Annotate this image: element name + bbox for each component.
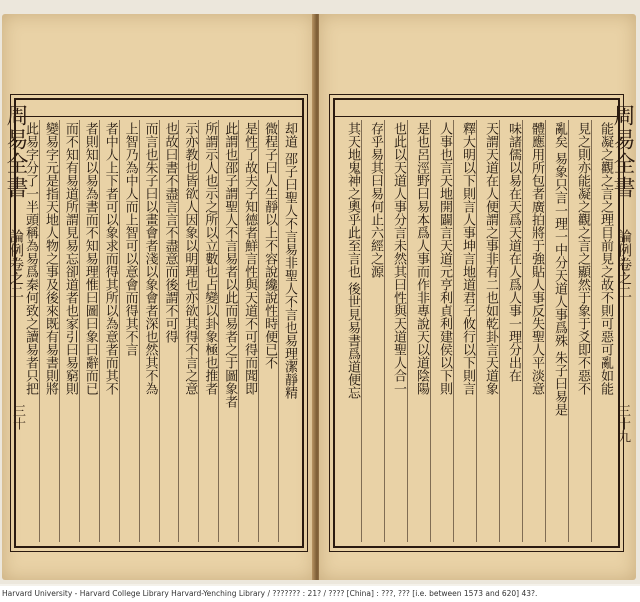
text-column: 是性了故夫子知德者鮮言性與天道不可得而聞即 [238, 120, 258, 542]
left-margin-subtitle: 論例卷之二 [8, 229, 24, 299]
text-column: 微程子曰人生靜以上不容說纔說性時便已不 [258, 120, 278, 542]
text-column: 却道 邵子曰聖人不言易非聖人不言也易理潔靜精 [278, 120, 298, 542]
text-column: 人事也言天地開闢言天道元亨利貞利建侯以下則 [430, 120, 453, 542]
text-column: 上智乃為中人而上智可以意會而得其不言 [119, 120, 139, 542]
right-folio-number: 三十九 [615, 404, 630, 443]
text-column: 味諸儒以易在天爲天道在人爲人事一理分出在 [499, 120, 522, 542]
text-column: 釋大明以下則言人事坤言地道君子攸行以下則言 [453, 120, 476, 542]
right-margin-title: 周易全書 [610, 104, 635, 200]
text-column: 存乎易其曰易何止六經之源 [361, 120, 384, 542]
right-header-band [335, 100, 618, 117]
text-column: 而不知有易道所謂見易忘卻道者也家引曰易窮則 [59, 120, 79, 542]
text-column: 者則知以易為書而不知易理惟曰圖曰象曰辭而已 [79, 120, 99, 542]
left-page [2, 14, 315, 580]
text-column: 是也呂涇野曰易本爲人事而作非專說天以道陰陽 [407, 120, 430, 542]
left-text-columns [20, 120, 298, 542]
text-column: 也此以天道人事分言未然其曰性與天道聖人合一 [384, 120, 407, 542]
left-folio-number: 三十 [10, 404, 25, 430]
text-column: 天謂天道在人便謂之事非有二也如乾卦言天道象 [476, 120, 499, 542]
text-column: 能凝之觀之言之理目前見之故不則可惡可亂如能 [591, 120, 614, 542]
text-column: 此易字分了一半頭稱為易爲秦何致之讀易者只把 [23, 122, 39, 395]
left-text-frame [14, 98, 304, 548]
text-column: 亂矣 易象只言一理一中分天道人事爲殊 朱子曰易是 [545, 120, 568, 542]
text-column: 體應用所包者廣拍將于強貼人事反失聖人平淡意 [522, 120, 545, 542]
left-margin-title: 周易全書 [3, 104, 28, 200]
text-column: 其天地鬼神之奧乎此至言也 後世見易書爲道便忘 [345, 122, 360, 400]
right-margin-subtitle: 論例卷之二 [616, 229, 632, 299]
text-column: 此謂也邵子謂聖人不言易者以此而易者之于圖象者 [218, 120, 238, 542]
text-column: 而言也朱子曰以畫會者淺以象會者深也然其不為 [139, 120, 159, 542]
right-text-frame [333, 98, 620, 548]
text-column: 變易字元是指天地人物之事及後來既有易書則將 [39, 120, 59, 542]
right-page [319, 14, 636, 580]
citation-footer: Harvard University - Harvard College Library Harvard-Yenching Library / ??????? : 21? / ???? [China] : ???, ??? [i.e. between 1573 and 620] 43?. [0, 586, 640, 602]
left-header-band [16, 100, 302, 117]
text-column: 示亦教也皆欲人因象以明理也亦欲其得不言之意 [178, 120, 198, 542]
text-column: 見之則亦能凝之觀之言之顯然于象于爻即不惡不 [568, 120, 591, 542]
text-column: 者中人上下者可以象求而得其所以為意者而其不 [99, 120, 119, 542]
text-column: 所謂示人也示之所以立數也占變以卦象極也推者 [198, 120, 218, 542]
text-column: 也故曰書不盡言言不盡意而後謂不可得 [159, 120, 179, 542]
right-text-columns [339, 120, 614, 542]
